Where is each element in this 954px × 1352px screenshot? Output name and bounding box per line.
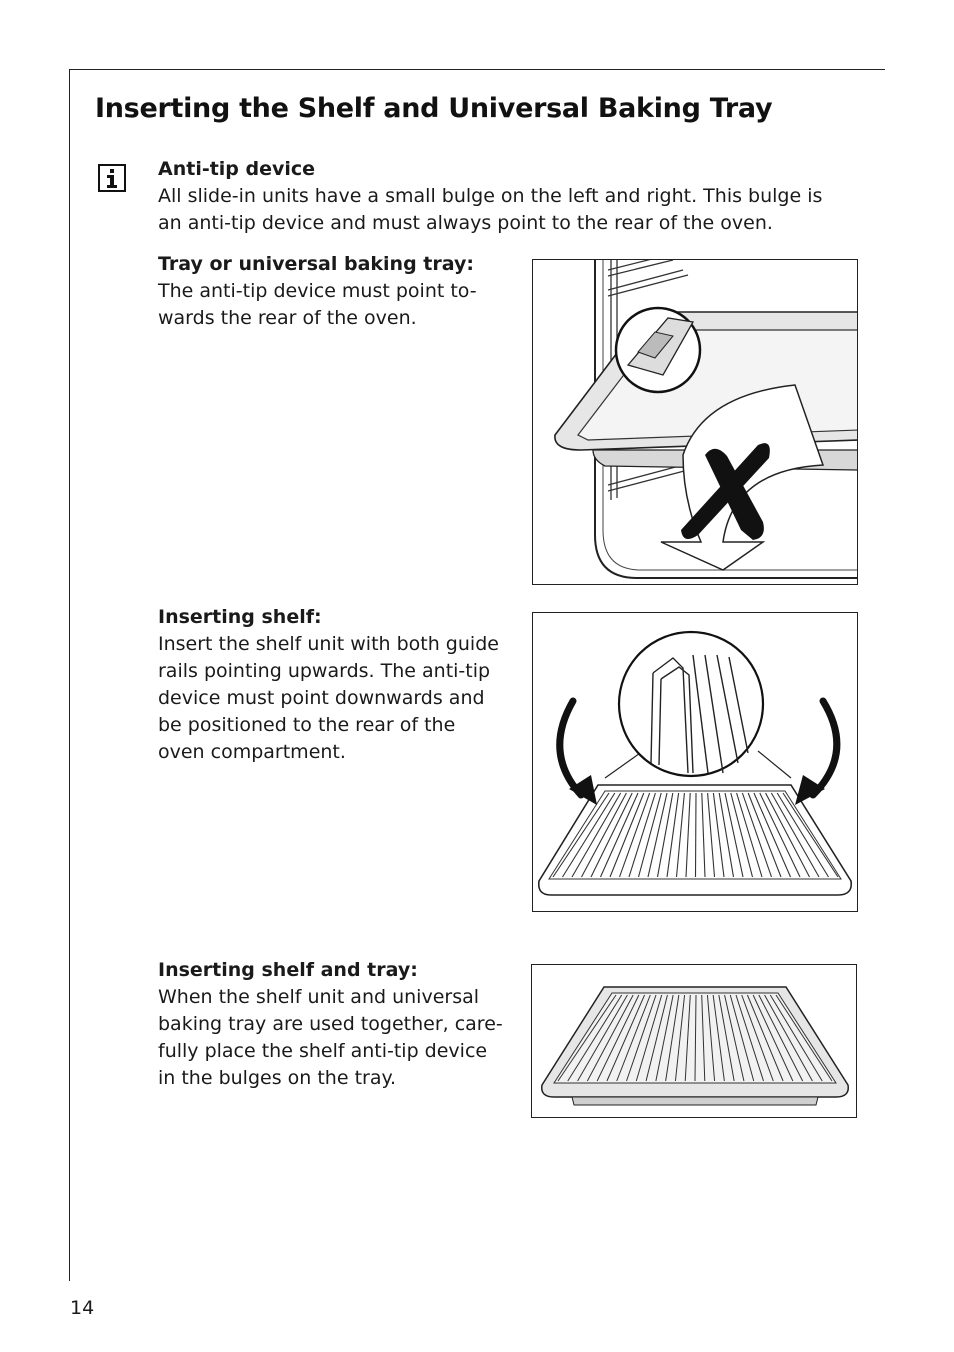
shelf-tray-line-2: baking tray are used together, care- xyxy=(158,1013,503,1035)
shelf-tray-line-3: fully place the shelf anti-tip device xyxy=(158,1040,488,1062)
anti-tip-line-1: All slide-in units have a small bulge on the left and right. This bulge is xyxy=(158,185,823,207)
page-number: 14 xyxy=(70,1297,95,1319)
shelf-heading: Inserting shelf: xyxy=(158,606,322,628)
anti-tip-line-2: an anti-tip device and must always point to the rear of the oven. xyxy=(158,212,773,234)
tray-line-1: The anti-tip device must point to- xyxy=(158,280,477,302)
shelf-section-text xyxy=(158,604,518,766)
shelf-line-4: be positioned to the rear of the xyxy=(158,714,456,736)
shelf-tray-section-text xyxy=(158,957,518,1092)
shelf-and-tray-illustration xyxy=(531,964,857,1118)
shelf-insertion-illustration xyxy=(532,612,858,912)
tray-line-2: wards the rear of the oven. xyxy=(158,307,417,329)
shelf-tray-line-1: When the shelf unit and universal xyxy=(158,986,480,1008)
left-margin-rule xyxy=(69,69,70,1281)
anti-tip-heading: Anti-tip device xyxy=(158,158,316,180)
shelf-line-3: device must point downwards and xyxy=(158,687,485,709)
shelf-line-2: rails pointing upwards. The anti-tip xyxy=(158,660,491,682)
shelf-line-5: oven compartment. xyxy=(158,741,346,763)
shelf-tray-heading: Inserting shelf and tray: xyxy=(158,959,418,981)
info-icon xyxy=(98,164,126,192)
tray-heading: Tray or universal baking tray: xyxy=(158,253,474,275)
tray-section-text xyxy=(158,251,518,332)
anti-tip-info xyxy=(158,156,878,237)
tray-insertion-illustration xyxy=(532,259,858,585)
shelf-tray-line-4: in the bulges on the tray. xyxy=(158,1067,397,1089)
shelf-line-1: Insert the shelf unit with both guide xyxy=(158,633,499,655)
top-rule xyxy=(69,69,885,70)
page-title: Inserting the Shelf and Universal Baking Tray xyxy=(95,93,773,124)
